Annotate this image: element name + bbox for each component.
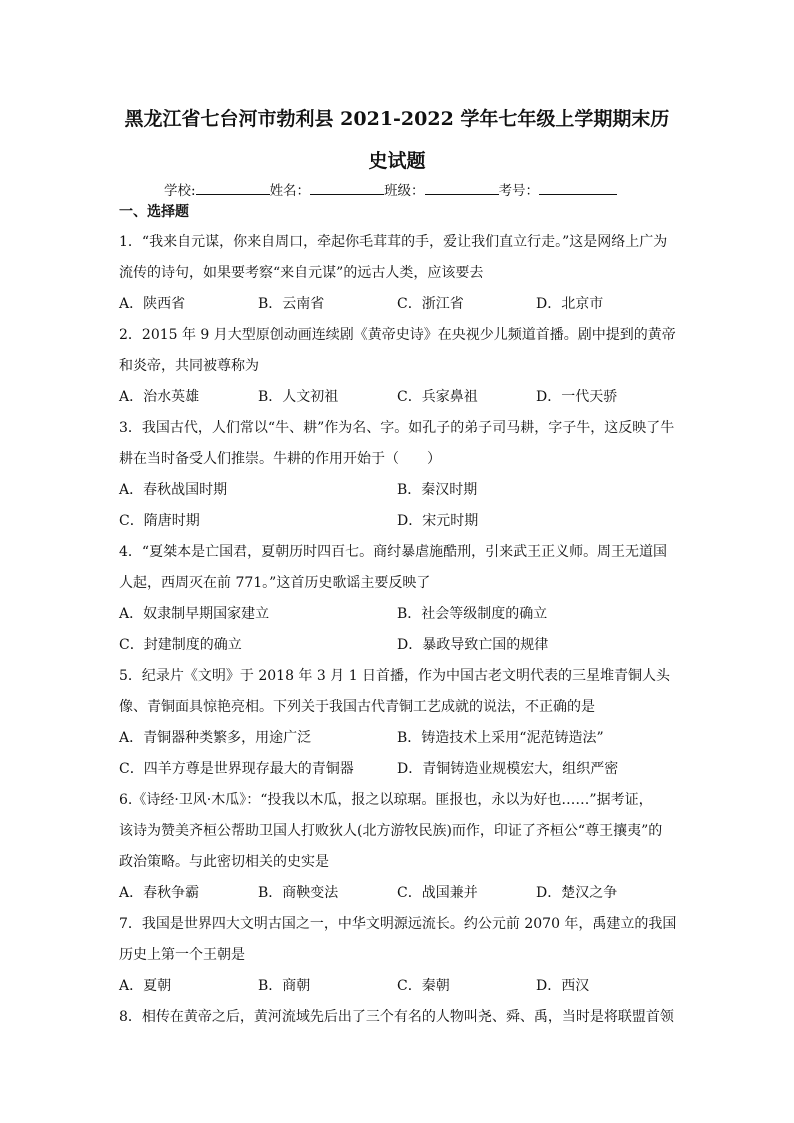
question-6-option-d[interactable]: D．楚汉之争 bbox=[536, 885, 618, 901]
student-info-row bbox=[164, 181, 617, 200]
question-1-option-d[interactable]: D．北京市 bbox=[536, 296, 604, 312]
question-8-line-1: 8．相传在黄帝之后，黄河流域先后出了三个有名的人物叫尧、舜、禹，当时是将联盟首领 bbox=[119, 1009, 674, 1025]
question-6-line-3: 政治策略。与此密切相关的史实是 bbox=[119, 854, 329, 870]
exam-number-field[interactable] bbox=[539, 181, 617, 195]
name-label: 姓名： bbox=[269, 183, 311, 199]
name-field[interactable] bbox=[310, 181, 384, 195]
question-5-option-c[interactable]: C．四羊方尊是世界现存最大的青铜器 bbox=[119, 761, 354, 777]
class-field[interactable] bbox=[425, 181, 499, 195]
question-3-line-1: 3．我国古代，人们常以“牛、耕”作为名、字。如孔子的弟子司马耕，字子牛，这反映了牛 bbox=[119, 420, 675, 436]
question-6-option-b[interactable]: B．商鞅变法 bbox=[258, 885, 339, 901]
question-2-option-d[interactable]: D．一代天骄 bbox=[536, 389, 618, 405]
question-3-option-b[interactable]: B．秦汉时期 bbox=[397, 482, 478, 498]
question-2-option-b[interactable]: B．人文初祖 bbox=[258, 389, 339, 405]
question-1-line-2: 流传的诗句，如果要考察“来自元谋”的远古人类，应该要去 bbox=[119, 265, 484, 281]
school-label: 学校: bbox=[164, 183, 196, 199]
question-5-line-1: 5．纪录片《文明》于 2018 年 3 月 1 日首播，作为中国古老文明代表的三星堆青铜人头 bbox=[119, 668, 671, 684]
question-5-option-a[interactable]: A．青铜器种类繁多，用途广泛 bbox=[119, 730, 312, 746]
question-7-option-c[interactable]: C．秦朝 bbox=[397, 978, 450, 994]
question-4-option-b[interactable]: B．社会等级制度的确立 bbox=[397, 606, 548, 622]
question-7-line-2: 历史上第一个王朝是 bbox=[119, 947, 245, 963]
question-6-option-a[interactable]: A．春秋争霸 bbox=[119, 885, 200, 901]
question-4-option-a[interactable]: A．奴隶制早期国家建立 bbox=[119, 606, 270, 622]
question-4-option-c[interactable]: C．封建制度的确立 bbox=[119, 637, 242, 653]
exam-title-line-2: 史试题 bbox=[368, 150, 426, 172]
exam-number-label: 考号： bbox=[498, 183, 540, 199]
question-4-line-1: 4．“夏桀本是亡国君，夏朝历时四百七。商纣暴虐施酷刑，引来武王正义师。周王无道国 bbox=[119, 544, 668, 560]
question-2-option-c[interactable]: C．兵家鼻祖 bbox=[397, 389, 478, 405]
question-5-option-d[interactable]: D．青铜铸造业规模宏大，组织严密 bbox=[397, 761, 619, 777]
exam-title-line-1: 黑龙江省七台河市勃利县 2021-2022 学年七年级上学期期末历 bbox=[124, 108, 670, 130]
question-5-line-2: 像、青铜面具惊艳亮相。下列关于我国古代青铜工艺成就的说法，不正确的是 bbox=[119, 699, 595, 715]
question-2-option-a[interactable]: A．治水英雄 bbox=[119, 389, 200, 405]
question-3-option-d[interactable]: D．宋元时期 bbox=[397, 513, 479, 529]
question-1-option-c[interactable]: C．浙江省 bbox=[397, 296, 464, 312]
question-2-line-1: 2．2015 年 9 月大型原创动画连续剧《黄帝史诗》在央视少儿频道首播。剧中提到的黄帝 bbox=[119, 327, 676, 343]
question-4-line-2: 人起，西周灭在前 771。”这首历史歌谣主要反映了 bbox=[119, 575, 431, 591]
question-6-option-c[interactable]: C．战国兼并 bbox=[397, 885, 478, 901]
question-4-option-d[interactable]: D．暴政导致亡国的规律 bbox=[397, 637, 549, 653]
question-7-option-b[interactable]: B．商朝 bbox=[258, 978, 311, 994]
question-6-line-2: 该诗为赞美齐桓公帮助卫国人打败狄人(北方游牧民族)而作，印证了齐桓公“尊王攘夷”的 bbox=[119, 823, 663, 839]
section-heading: 一、选择题 bbox=[119, 204, 189, 220]
question-2-line-2: 和炎帝，共同被尊称为 bbox=[119, 358, 259, 374]
question-3-option-a[interactable]: A．春秋战国时期 bbox=[119, 482, 228, 498]
question-1-line-1: 1．“我来自元谋，你来自周口，牵起你毛茸茸的手，爱让我们直立行走。”这是网络上广为 bbox=[119, 234, 668, 250]
question-1-option-a[interactable]: A．陕西省 bbox=[119, 296, 186, 312]
question-3-option-c[interactable]: C．隋唐时期 bbox=[119, 513, 200, 529]
question-1-option-b[interactable]: B．云南省 bbox=[258, 296, 325, 312]
question-7-option-d[interactable]: D．西汉 bbox=[536, 978, 590, 994]
question-5-option-b[interactable]: B．铸造技术上采用“泥范铸造法” bbox=[397, 730, 604, 746]
question-3-line-2: 耕在当时备受人们推崇。牛耕的作用开始于（ ） bbox=[119, 451, 441, 467]
question-7-line-1: 7．我国是世界四大文明古国之一，中华文明源远流长。约公元前 2070 年，禹建立的我国 bbox=[119, 916, 677, 932]
school-field[interactable] bbox=[196, 181, 270, 195]
class-label: 班级： bbox=[384, 183, 425, 199]
question-7-option-a[interactable]: A．夏朝 bbox=[119, 978, 172, 994]
question-6-line-1: 6.《诗经·卫风·木瓜》：“投我以木瓜，报之以琼琚。匪报也，永以为好也……”据考证， bbox=[119, 792, 653, 808]
